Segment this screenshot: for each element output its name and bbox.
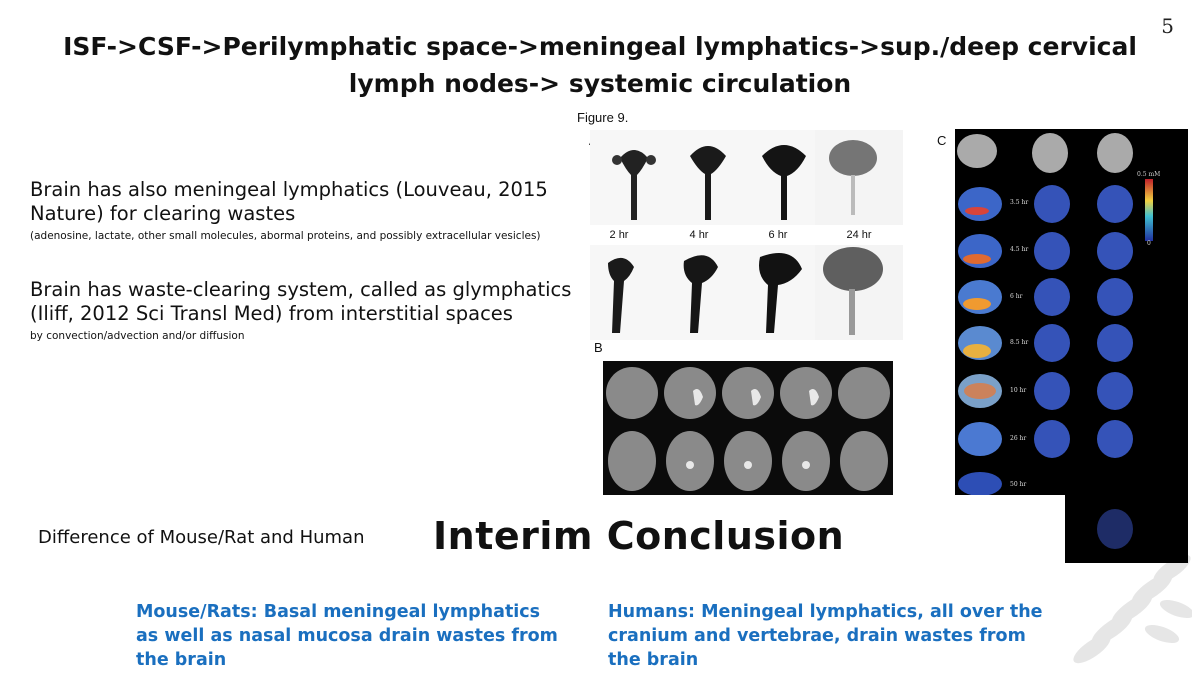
glymphatics-text: Brain has waste-clearing system, called as glymphatics (Iliff, 2012 Sci Transl Med) from interstitial spaces xyxy=(30,278,572,325)
panel-c-time-3: 6 hr xyxy=(1010,293,1023,300)
mouse-rat-conclusion: Mouse/Rats: Basal meningeal lymphatics as well as nasal mucosa drain wastes from the brain xyxy=(136,602,558,670)
mri-panel-c-extension xyxy=(1065,495,1188,563)
scintigraphy-4hr-anterior xyxy=(664,130,752,225)
page-number: 5 xyxy=(1161,14,1174,38)
panel-c-time-7: 50 hr xyxy=(1010,481,1027,488)
laurel-decoration-icon xyxy=(1052,549,1192,669)
human-conclusion: Humans: Meningeal lymphatics, all over the cranium and vertebrae, drain wastes from the brain xyxy=(608,602,1043,670)
interim-conclusion-heading: Interim Conclusion xyxy=(433,514,845,558)
panel-c-time-4: 8.5 hr xyxy=(1010,339,1029,346)
slide-title: ISF->CSF->Perilymphatic space->meningeal lymphatics->sup./deep cervical lymph nodes-> systemic circulation xyxy=(63,32,1137,98)
time-label-2hr: 2 hr xyxy=(609,229,629,241)
figure-title: Figure 9. xyxy=(577,110,629,125)
scintigraphy-24hr-anterior xyxy=(815,130,903,225)
panel-c-time-6: 26 hr xyxy=(1010,435,1027,442)
panel-c-time-1: 3.5 hr xyxy=(1010,199,1029,206)
time-label-24hr: 24 hr xyxy=(846,229,872,241)
mri-panel-c xyxy=(955,129,1188,495)
panel-b-label: B xyxy=(594,340,603,355)
mri-panel-b xyxy=(603,361,893,495)
colorbar-max-label: 0.5 mM xyxy=(1137,171,1161,178)
meningeal-lymphatics-text: Brain has also meningeal lymphatics (Louveau, 2015 Nature) for clearing wastes xyxy=(30,178,548,225)
scintigraphy-4hr-lateral xyxy=(664,245,752,340)
difference-label: Difference of Mouse/Rat and Human xyxy=(38,527,365,548)
panel-c-time-5: 10 hr xyxy=(1010,387,1027,394)
panel-c-time-2: 4.5 hr xyxy=(1010,246,1029,253)
panel-c-label: C xyxy=(937,133,947,148)
meningeal-lymphatics-note: (adenosine, lactate, other small molecules, abormal proteins, and possibly extracellular vesicles) xyxy=(30,230,541,242)
colorbar-min-label: 0 xyxy=(1147,240,1151,247)
glymphatics-note: by convection/advection and/or diffusion xyxy=(30,330,245,342)
mri-panel-c-image xyxy=(955,129,1188,495)
time-label-6hr: 6 hr xyxy=(768,229,788,241)
time-label-4hr: 4 hr xyxy=(689,229,709,241)
scintigraphy-24hr-lateral xyxy=(815,245,903,340)
